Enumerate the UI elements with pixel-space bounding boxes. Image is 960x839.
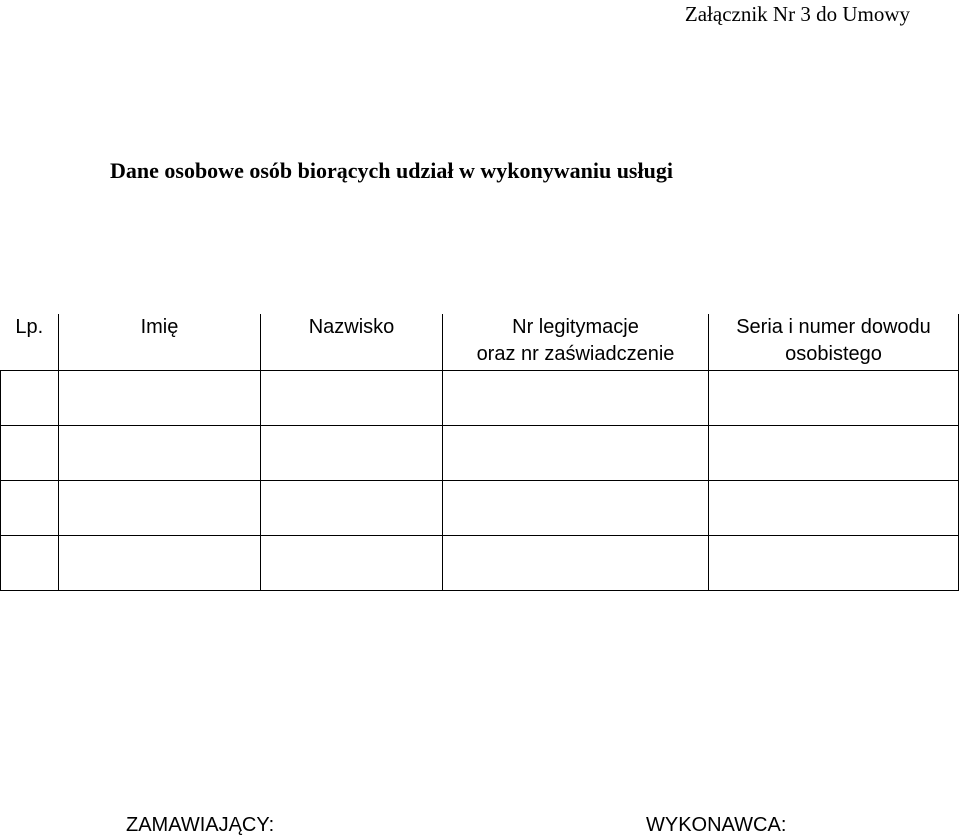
table-row: [1, 426, 959, 481]
table-row: [1, 371, 959, 426]
signature-label-ordering-party: ZAMAWIAJĄCY:: [126, 814, 275, 836]
table-row: [1, 481, 959, 536]
table-cell: [59, 371, 261, 426]
signature-label-contractor: WYKONAWCA:: [646, 814, 787, 836]
table-cell: [1, 481, 59, 536]
header-id-card-line1: Seria i numer dowodu: [736, 316, 931, 338]
table-cell: [709, 426, 959, 481]
table-cell: [261, 536, 443, 591]
header-lp: [1, 314, 59, 371]
table-cell: [443, 426, 709, 481]
table-cell: [261, 481, 443, 536]
table-cell: [1, 426, 59, 481]
table-cell: [59, 481, 261, 536]
table-cell: [443, 371, 709, 426]
table-cell: [709, 481, 959, 536]
table-cell: [261, 371, 443, 426]
table-cell: [443, 536, 709, 591]
header-first-name-line1: Imię: [140, 316, 179, 338]
table-cell: [59, 536, 261, 591]
table-cell: [709, 371, 959, 426]
table-header-row: [1, 314, 959, 371]
header-lp-line1: Lp.: [15, 316, 44, 338]
personal-data-table: [0, 314, 959, 591]
header-last-name: [261, 314, 443, 371]
header-last-name-line1: Nazwisko: [308, 316, 395, 338]
table-cell: [1, 536, 59, 591]
table-row: [1, 536, 959, 591]
header-id-number-line1: Nr legitymacje: [512, 316, 639, 338]
table-cell: [443, 481, 709, 536]
table-cell: [1, 371, 59, 426]
signature-section: [0, 812, 960, 839]
header-id-number-line2: oraz nr zaświadczenie: [476, 343, 675, 365]
table-cell: [709, 536, 959, 591]
annex-label: Załącznik Nr 3 do Umowy: [684, 2, 910, 26]
table-cell: [261, 426, 443, 481]
document-title: Dane osobowe osób biorących udział w wykonywaniu usługi: [110, 158, 673, 183]
header-first-name: [59, 314, 261, 371]
header-id-card: [709, 314, 959, 371]
header-id-number: [443, 314, 709, 371]
table-cell: [59, 426, 261, 481]
header-id-card-line2: osobistego: [785, 343, 882, 365]
